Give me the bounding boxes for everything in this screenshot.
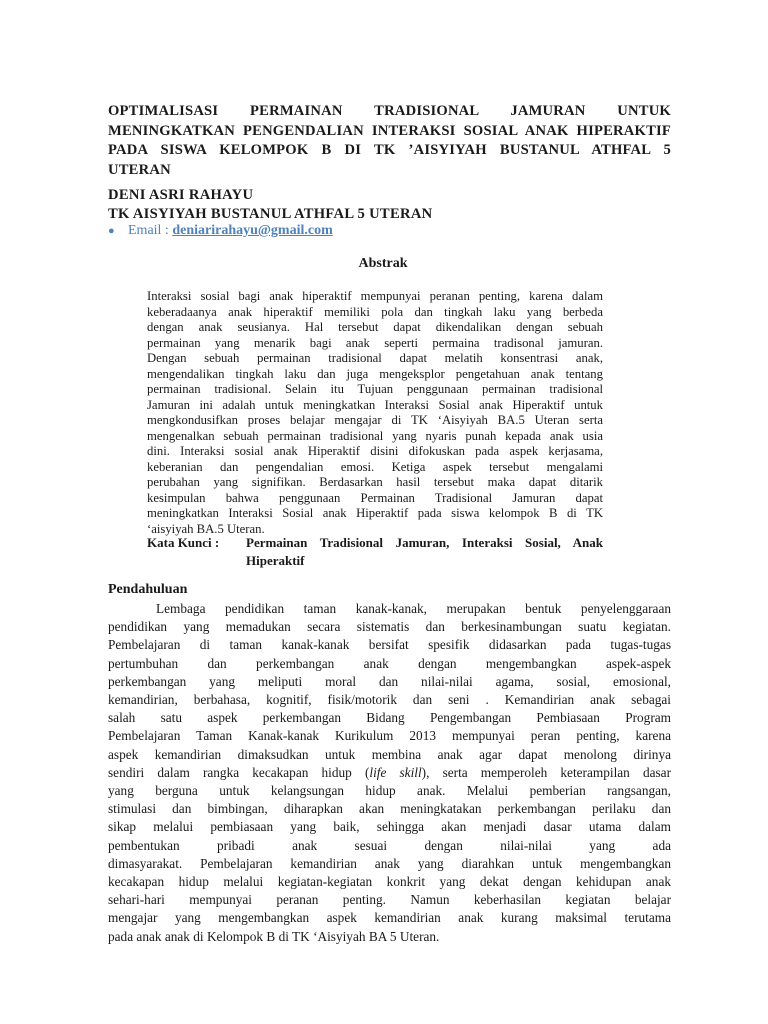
abstract-line: ‘aisyiyah BA.5 Uteran.: [147, 521, 265, 536]
body-line: pada anak anak di Kelompok B di TK ‘Aisyiyah BA 5 Uteran.: [108, 928, 440, 944]
body-line: yang berguna untuk kelangsungan hidup anak. Melalui pemberian rangsangan,: [108, 783, 671, 799]
title-line: OPTIMALISASI PERMAINAN TRADISIONAL JAMURAN UNTUK: [108, 103, 671, 119]
body-line: Pembelajaran di taman kanak-kanak bersifat spesifik didasarkan pada tugas-tugas: [108, 637, 671, 653]
email-label: Email :: [128, 223, 173, 238]
title-line: MENINGKATKAN PENGENDALIAN INTERAKSI SOSIAL ANAK HIPERAKTIF: [108, 122, 671, 139]
body-line: kemandirian, berbahasa, kognitif, fisik/motorik dan seni . Kemandirian anak sebagai: [108, 692, 671, 708]
body-line: salah satu aspek perkembangan Bidang Pengembangan Pembiasaan Program: [108, 710, 671, 726]
abstract-line: permainan yang menarik bagi anak seperti permaina tradisonal jamuran.: [147, 335, 603, 350]
email-line: [108, 222, 333, 240]
abstract-heading: Abstrak: [358, 256, 408, 271]
paper-title: [108, 102, 671, 180]
title-line: UTERAN: [108, 161, 171, 178]
body-line: Lembaga pendidikan taman kanak-kanak, merupakan bentuk penyelenggaraan: [156, 601, 671, 616]
abstract-line: dengan anak seusianya. Hal tersebut dapat dikendalikan dengan sebuah: [147, 320, 603, 334]
body-line: pendidikan yang memadukan secara sistematis dan berkesinambungan suatu kegiatan.: [108, 619, 671, 635]
body-line: sehari-hari mempunyai peranan penting. Namun keberhasilan kegiatan belajar: [108, 892, 671, 908]
abstract-line: keberanian dan pengendalian emosi. Ketiga aspek tersebut mengalami: [147, 459, 603, 474]
body-line: perkembangan yang meliputi moral dan nilai-nilai agama, sosial, emosional,: [108, 673, 671, 689]
body-line: pertumbuhan dan perkembangan anak dengan mengembangkan aspek-aspek: [108, 655, 671, 671]
abstract-line: perubahan yang signifikan. Berdasarkan hasil tersebut maka dapat ditarik: [147, 475, 603, 489]
italic-term: life skill: [369, 764, 422, 780]
body-line: sikap melalui pembiasaan yang baik, sehingga akan menjadi dasar utama dalam: [108, 819, 671, 835]
email-link[interactable]: deniarirahayu@gmail.com: [172, 223, 333, 238]
author-block: [108, 186, 433, 224]
keywords-block: [147, 534, 603, 570]
abstract-line: mengkondusifkan proses belajar mengajar di TK ‘Aisyiyah BA.5 Uteran serta: [147, 413, 603, 427]
abstract-line: kesimpulan bahwa penggunaan Permainan Tradisional Jamuran dapat: [147, 490, 603, 505]
body-line: sendiri dalam rangka kecakapan hidup (life skill), serta memperoleh keterampilan dasar: [108, 764, 672, 780]
body-line: dimasyarakat. Pembelajaran kemandirian anak yang diarahkan untuk mengembangkan: [108, 855, 671, 871]
abstract-line: meningkatkan Interaksi Sosial anak Hiperaktif pada siswa kelompok B di TK: [147, 506, 603, 520]
body-line: aspek kemandirian dimaksudkan untuk membina anak agar dapat menolong dirinya: [108, 746, 671, 762]
section-heading: Pendahuluan: [108, 582, 188, 597]
keywords-line: Hiperaktif: [246, 553, 305, 568]
abstract-line: permainan tradisional. Selain itu Tujuan penggunaan permainan tradisional: [147, 382, 603, 396]
abstract-line: Dengan sebuah permainan tradisional dapat melatih konsentrasi anak,: [147, 351, 603, 365]
keywords-line: Permainan Tradisional Jamuran, Interaksi Sosial, Anak: [246, 535, 603, 550]
body-line: Pembelajaran Taman Kanak-kanak Kurikulum 2013 mempunyai peran penting, karena: [108, 728, 671, 744]
abstract-line: Jamuran ini adalah untuk meningkatkan Interaksi Sosial anak Hiperaktif untuk: [147, 397, 603, 412]
keywords-label: Kata Kunci :: [147, 535, 220, 550]
keywords-values: [246, 534, 603, 570]
abstract-line: keberadaanya anak hiperaktif memiliki pola dan tingkah laku yang berbeda: [147, 304, 603, 319]
abstract-body: [147, 289, 603, 537]
author-affiliation: TK AISYIYAH BUSTANUL ATHFAL 5 UTERAN: [108, 206, 433, 222]
author-name: DENI ASRI RAHAYU: [108, 187, 254, 203]
body-line: pembentukan pribadi anak sesuai dengan nilai-nilai yang ada: [108, 837, 671, 853]
body-line: kecakapan hidup melalui kegiatan-kegiatan konkrit yang dekat dengan kehidupan anak: [108, 874, 671, 890]
title-line: PADA SISWA KELOMPOK B DI TK ’AISYIYAH BUSTANUL ATHFAL 5: [108, 142, 671, 158]
abstract-line: mengendalikan tingkah laku dan juga mengeksplor pengetahuan anak tentang: [147, 366, 603, 381]
intro-body: [108, 600, 671, 946]
body-line: stimulasi dan bimbingan, diharapkan akan meningkatakan perkembangan perilaku dan: [108, 801, 671, 817]
abstract-line: Interaksi sosial bagi anak hiperaktif mempunyai peranan penting, karena dalam: [147, 289, 603, 303]
abstract-line: dini. Interaksi sosial anak Hiperaktif disini difokuskan pada aspek kerjasama,: [147, 444, 603, 458]
bullet-icon: ●: [108, 225, 115, 237]
body-line: mengajar yang mengembangkan aspek kemandirian anak kurang maksimal terutama: [108, 910, 671, 926]
abstract-line: mengenalkan sebuah permainan tradisional yang nyaris punah kepada anak usia: [147, 428, 603, 443]
